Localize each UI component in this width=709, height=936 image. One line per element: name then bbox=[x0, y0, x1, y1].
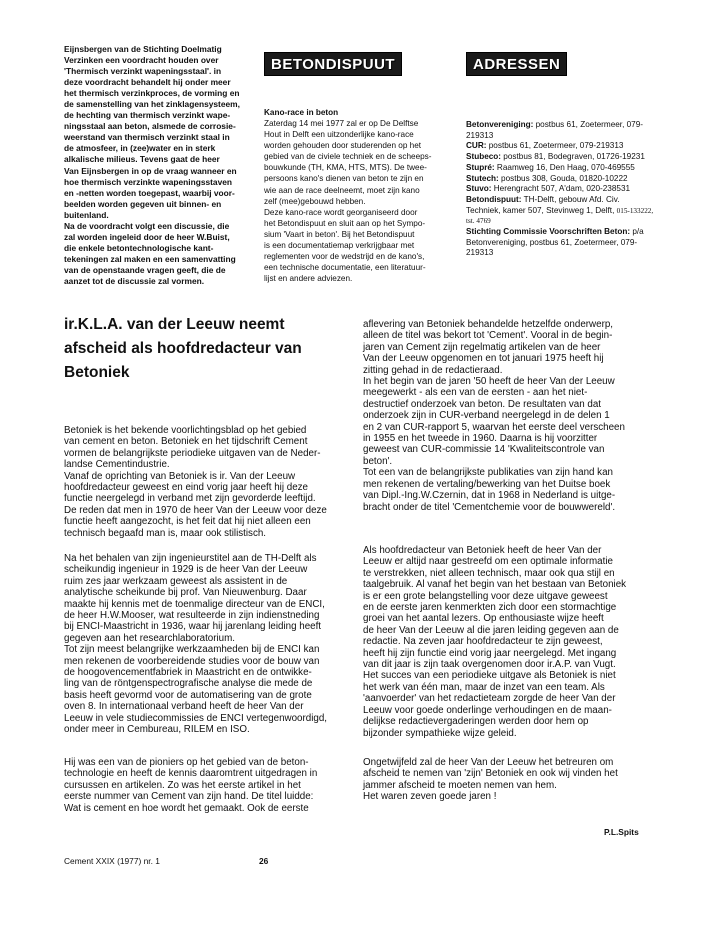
address-entry: CUR: postbus 61, Zoetermeer, 079-219313 bbox=[466, 141, 624, 151]
article-paragraph: Als hoofdredacteur van Betoniek heeft de heer Van der Leeuw er altijd naar gestreefd om een optimale informatie te verstrekken, niet alleen technisch, maar ook qua stijl en taalgebruik. Al vanaf het begin van het bestaan van Betoniek is er een grote belangstelling voor deze uitgave geweest en de eerste jaren kenmerkten zich door een stormachtige groei van het aantal lezers. Op enthousiaste wijze heeft de heer Van der Leeuw al die jaren leiding gegeven aan de redactie. Na zeven jaar hoofdredacteur te zijn geweest, heeft hij zijn functie eind vorig jaar neergelegd. Met ingang van dit jaar is zijn taak overgenomen door ir.A.P. van Vugt. Het succes van een periodieke uitgave als Betoniek is niet het werk van één man, maar de inzet van een team. Als 'aanvoerder' van het redactieteam zorgde de heer Van der Leeuw voor goede onderlinge verhoudingen en de maan- delijkse redactievergaderingen werden door hem op bijzonder sympathieke wijze geleid. bbox=[363, 545, 627, 739]
address-entry: Stupré: Raamweg 16, Den Haag, 070-469555 bbox=[466, 162, 635, 172]
address-list bbox=[466, 120, 656, 259]
address-entry: Betondispuut: TH-Delft, gebouw Afd. Civ. Techniek, kamer 507, Stevinweg 1, Delft, 015-133222, tst. 4769 bbox=[466, 194, 654, 226]
article-paragraph: aflevering van Betoniek behandelde hetzelfde onderwerp, alleen de titel was bekort tot 'Cement'. Vooral in de begin- jaren van Cement zijn regelmatig artikelen van de heer Van der Leeuw opgenomen en tot januari 1975 heeft hij zitting gehad in de redactieraad. In het begin van de jaren '50 heeft de heer Van der Leeuw meegewerkt - als een van de eersten - aan het niet- destructief onderzoek van beton. De resultaten van dat onderzoek zijn in CUR-verband neergelegd in de delen 1 en 2 van CUR-rapport 5, waarvan het eerste deel verscheen in 1955 en het tweede in 1960. Daarna is hij voorzitter geweest van CUR-commissie 14 'Kwaliteitscontrole van beton'. Tot een van de belangrijkste publikaties van zijn hand kan men rekenen de vertaling/bewerking van het Duitse boek van Dipl.-Ing.W.Czernin, dat in 1968 in Nederland is uitge- bracht onder de titel 'Cementchemie voor de bouwwereld'. bbox=[363, 319, 625, 513]
article-paragraph: Na het behalen van zijn ingenieurstitel aan de TH-Delft als scheikundig ingenieur in 1929 is de heer Van der Leeuw ruim zes jaar werkzaam geweest als assistent in de analytische scheikunde bij prof. Van Nieuwenburg. Daar maakte hij kennis met de toenmalige directeur van de ENCI, de heer H.W.Mooser, wat resulteerde in zijn indienstneding bij ENCI-Maastricht in 1936, waar hij jarenlang leiding heeft gegeven aan het researchlaboratorium. Tot zijn meest belangrijke werkzaamheden bij de ENCI kan men rekenen de voorbereidende studies voor de bouw van de hoogovencementfabriek in Maastricht en de ontwikke- ling van de röntgenspectrografische analyse die mede de basis heeft gevormd voor de automatisering van de grote oven 8. In internationaal verband heeft de heer Van der Leeuw in vele studiecommissies de ENCI vertegenwoordigd, onder meer in Cembureau, RILEM en ISO. bbox=[64, 553, 328, 736]
article-title: ir.K.L.A. van der Leeuw neemt afscheid als hoofdredacteur van Betoniek bbox=[64, 316, 302, 381]
address-entry: Betonvereniging: postbus 61, Zoetermeer, 079-219313 bbox=[466, 120, 644, 140]
betondispuut-heading: BETONDISPUUT bbox=[264, 52, 402, 76]
adressen-heading: ADRESSEN bbox=[466, 52, 567, 76]
kano-race-heading: Kano-race in beton bbox=[264, 108, 339, 117]
address-entry: Stuvo: Herengracht 507, A'dam, 020-238531 bbox=[466, 184, 631, 194]
address-entry: Stubeco: postbus 81, Bodegraven, 01726-19231 bbox=[466, 152, 645, 162]
address-entry: Stutech: postbus 308, Gouda, 01820-10222 bbox=[466, 173, 628, 183]
article-paragraph: Hij was een van de pioniers op het gebied van de beton- technologie en heeft de kennis daaromtrent uitgedragen in cursussen en artikelen. Zo was het eerste artikel in het eerste nummer van Cement van zijn hand. De titel luidde: Wat is cement en hoe wordt het gemaakt. Ook de eerste bbox=[64, 757, 318, 814]
adressen-section bbox=[466, 52, 656, 259]
address-entry: Stichting Commissie Voorschriften Beton: p/a Betonvereniging, postbus 61, Zoetermeer, 079-219313 bbox=[466, 227, 644, 258]
adressen-heading-area bbox=[466, 52, 656, 120]
page-number: 26 bbox=[259, 856, 269, 866]
intro-column-text: Eijnsbergen van de Stichting Doelmatig Verzinken een voordracht houden over 'Thermisch verzinkt wapeningsstaal'. in deze voordracht behandelt hij onder meer het thermisch verzinkproces, de vorming en de samenstelling van het zinklagensysteem, de hechting van thermisch verzinkt wape- ningsstaal aan beton, alsmede de corrosie- weerstand van thermisch verzinkt staal in de atmosfeer, in (zee)water en in sterk alkalische milieus. Tevens gaat de heer Van Eijnsbergen in op de vraag wanneer en hoe thermisch verzinkte wapeningsstaven en -netten worden toegepast, waarbij voor- beelden worden gegeven uit binnen- en buitenland. Na de voordracht volgt een discussie, die zal worden ingeleid door de heer W.Buist, die enkele betontechnologische kant- tekeningen zal maken en een samenvatting van de openstaande vragen geeft, die de aanzet tot de discussie zal vormen. bbox=[64, 44, 240, 286]
article-paragraph: Betoniek is het bekende voorlichtingsblad op het gebied van cement en beton. Betoniek en het tijdschrift Cement vormen de belangrijkste periodieke uitgaven van de Neder- landse Cementindustrie. Vanaf de oprichting van Betoniek is ir. Van der Leeuw hoofdredacteur geweest en eind vorig jaar heeft hij deze functie neergelegd in verband met zijn gevorderde leeftijd. De reden dat men in 1970 de heer Van der Leeuw voor deze functie heeft aangezocht, is het feit dat hij niet alleen een technisch begaafd man is, maar ook stilistisch. bbox=[64, 425, 327, 539]
journal-footer: Cement XXIX (1977) nr. 1 bbox=[64, 856, 160, 866]
betondispuut-section bbox=[264, 52, 456, 284]
article-signature: P.L.Spits bbox=[604, 827, 639, 837]
betondispuut-heading-area bbox=[264, 52, 456, 104]
kano-race-text: Zaterdag 14 mei 1977 zal er op De Delftse Hout in Delft een uitzonderlijke kano-race worden gehouden door studerenden op het gebied van de civiele techniek en de scheeps- bouwkunde (TH, KMA, HTS, MTS). De twee- persoons kano's dienen van beton te zijn en wie aan de race deelneemt, moet zijn kano zelf (mee)gebouwd hebben. Deze kano-race wordt georganiseerd door het Betondispuut en sluit aan op het Sympo- sium 'Vaart in beton'. Bij het Betondispuut is een documentatiemap verkrijgbaar met reglementen voor de wedstrijd en de kano's, een technische documentatie, een literatuur- lijst en andere adviezen. bbox=[264, 119, 432, 284]
article-paragraph: Ongetwijfeld zal de heer Van der Leeuw het betreuren om afscheid te nemen van 'zijn' Betoniek en ook wij vinden het jammer afscheid te moeten nemen van hem. Het waren zeven goede jaren ! bbox=[363, 757, 618, 803]
